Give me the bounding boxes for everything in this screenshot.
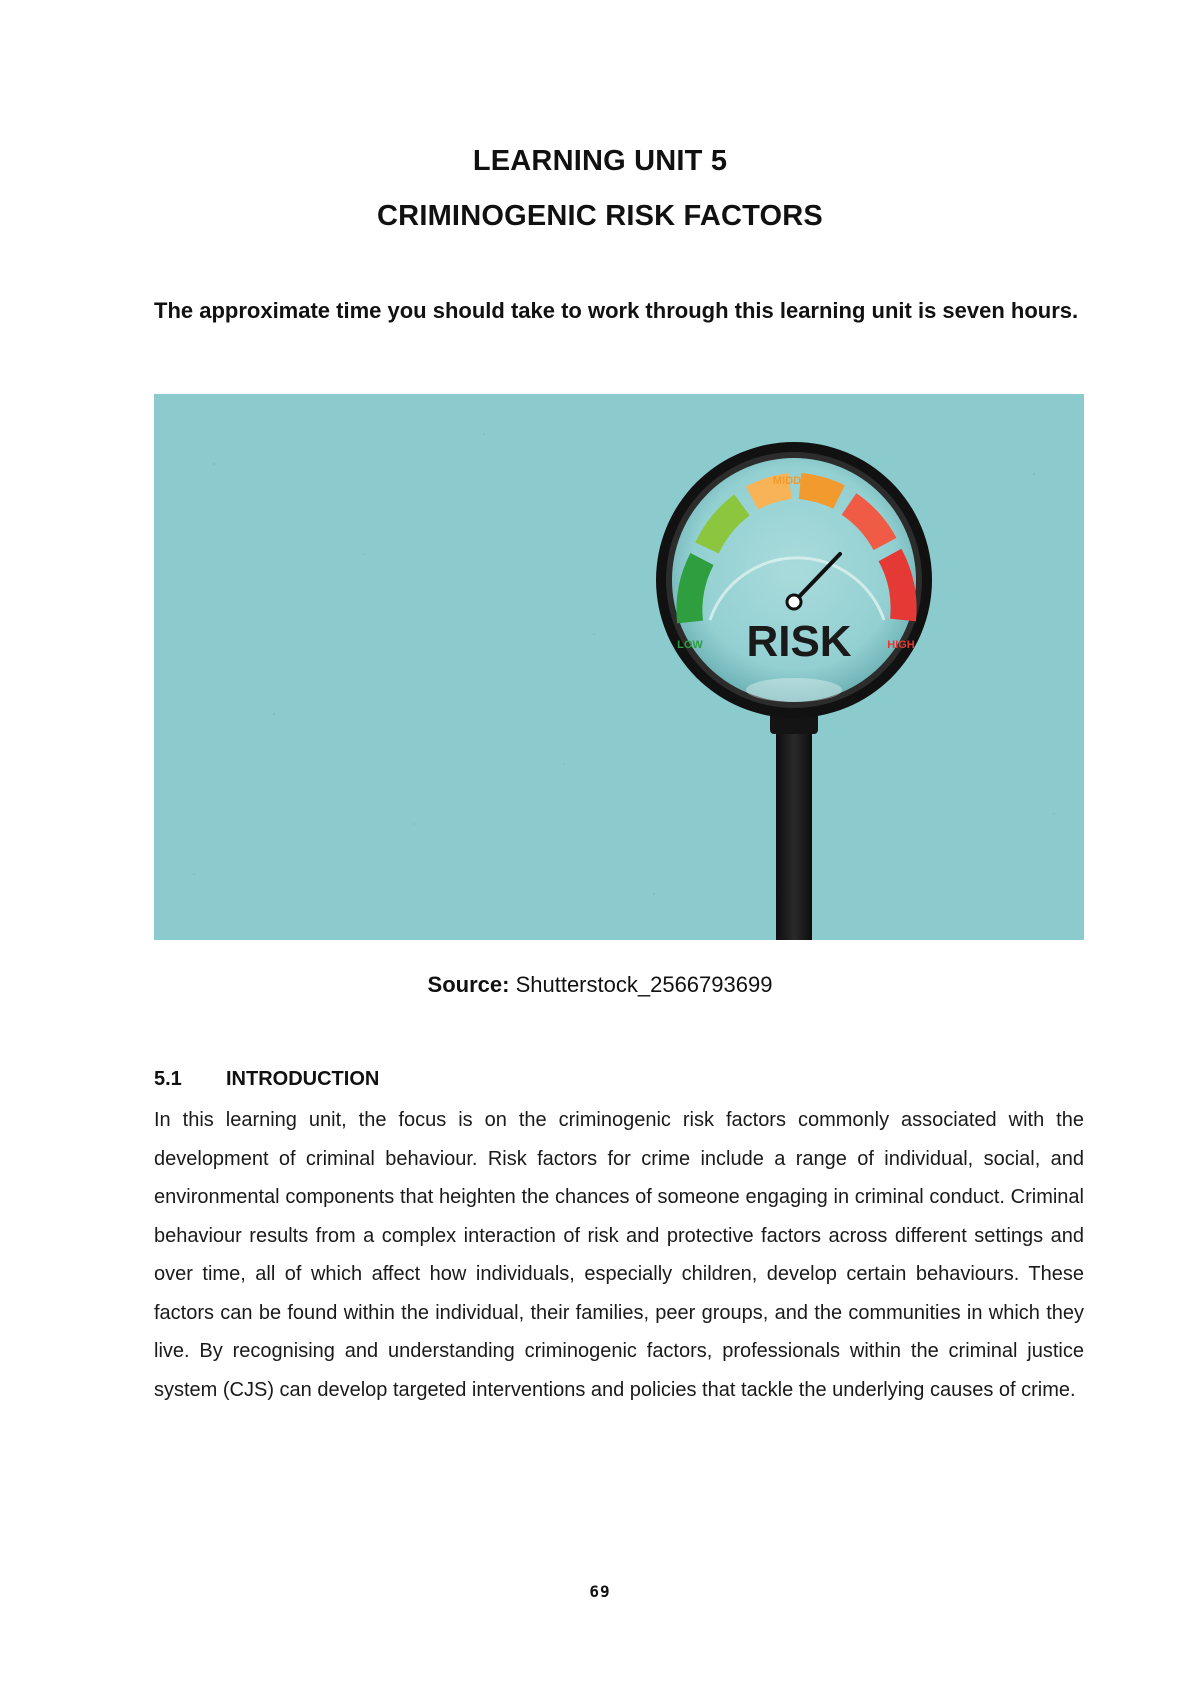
figure-caption	[0, 972, 1200, 998]
study-time-note: The approximate time you should take to work through this learning unit is seven hours.	[154, 298, 1079, 323]
gauge-segment-high	[890, 555, 904, 620]
unit-title-heading: CRIMINOGENIC RISK FACTORS	[377, 200, 823, 232]
magnifier-gauge-illustration	[154, 394, 1084, 940]
gauge-segment-low	[689, 559, 702, 622]
gauge-segment-middle-right	[800, 486, 839, 497]
caption-label: Source:	[427, 972, 510, 997]
gauge-pivot	[787, 595, 801, 609]
section-number: 5.1	[154, 1068, 182, 1090]
introduction-paragraph: In this learning unit, the focus is on the criminogenic risk factors commonly associated with the development of criminal behaviour. Risk factors for crime include a range of individual, social, and environmental components that heighten the chances of someone engaging in criminal conduct. Criminal behaviour results from a complex interaction of risk and protective factors across different settings and over time, all of which affect how individuals, especially children, develop certain behaviours. These factors can be found within the individual, their families, peer groups, and the communities in which they live. By recognising and understanding criminogenic factors, professionals within the criminal justice system (CJS) can develop targeted interventions and policies that tackle the underlying causes of crime.	[154, 1109, 1084, 1401]
background-texture	[193, 433, 1055, 895]
gauge-center-label: RISK	[746, 617, 852, 666]
gauge-segment-middle-left	[752, 486, 790, 498]
section-title: INTRODUCTION	[226, 1068, 380, 1090]
page-number: 69	[589, 1582, 611, 1601]
unit-number-heading: LEARNING UNIT 5	[472, 145, 728, 177]
risk-gauge-photo	[154, 394, 1084, 940]
magnifier-handle	[776, 724, 812, 940]
caption-source: Shutterstock_2566793699	[515, 972, 773, 997]
gauge-label-low: LOW	[677, 639, 703, 651]
gauge-label-middle: MIDDLE	[772, 475, 816, 487]
section-heading	[154, 1068, 379, 1091]
gauge-label-high: HIGH	[887, 639, 915, 651]
